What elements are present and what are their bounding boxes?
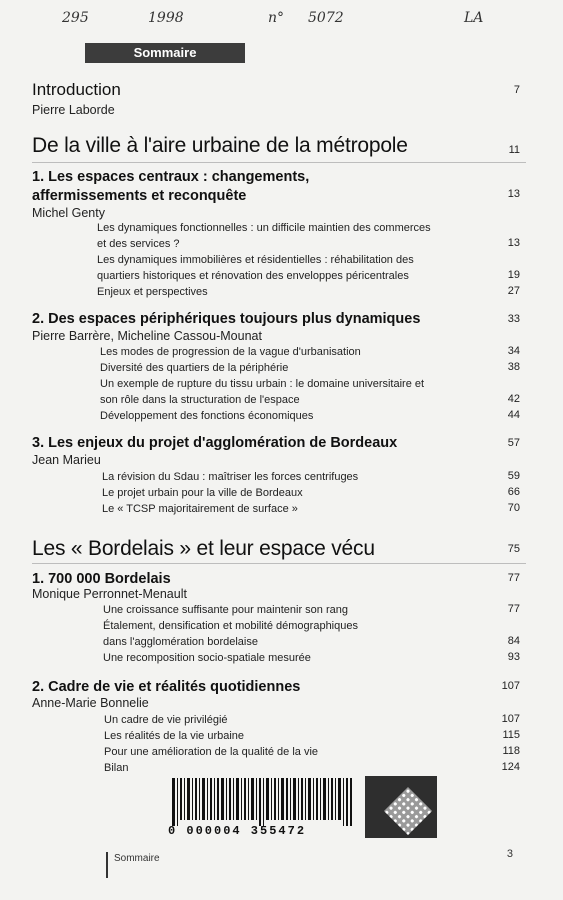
p2s2-author: Anne-Marie Bonnelie bbox=[32, 696, 149, 710]
toc-item-page: 124 bbox=[501, 761, 520, 773]
intro-title: Introduction bbox=[32, 80, 121, 99]
toc-item-page: 13 bbox=[507, 237, 520, 249]
toc-item: Les dynamiques immobilières et résidentielles : réhabilitation des bbox=[97, 254, 414, 266]
toc-item: Une croissance suffisante pour maintenir son rang bbox=[103, 604, 348, 616]
handwritten-note-5: LA bbox=[464, 10, 484, 26]
toc-item-page: 34 bbox=[507, 345, 520, 357]
divider bbox=[32, 563, 526, 564]
toc-item-cont: et des services ? bbox=[97, 238, 180, 250]
p1s2-author: Pierre Barrère, Micheline Cassou-Mounat bbox=[32, 329, 262, 343]
toc-item: Les dynamiques fonctionnelles : un difficile maintien des commerces bbox=[97, 222, 431, 234]
toc-item-cont: dans l'agglomération bordelaise bbox=[103, 636, 258, 648]
logo-pattern-icon bbox=[384, 787, 432, 835]
footer-bar bbox=[106, 852, 108, 878]
toc-item: Une recomposition socio-spatiale mesurée bbox=[103, 652, 311, 664]
toc-item-page: 77 bbox=[507, 603, 520, 615]
p1s1-author: Michel Genty bbox=[32, 206, 105, 220]
toc-item-page: 66 bbox=[507, 486, 520, 498]
toc-item: Diversité des quartiers de la périphérie bbox=[100, 362, 289, 374]
p1s3-author: Jean Marieu bbox=[32, 453, 101, 467]
p2s1-title: 1. 700 000 Bordelais bbox=[32, 571, 171, 587]
toc-item-cont: son rôle dans la structuration de l'espace bbox=[100, 394, 300, 406]
barcode-number: 0 000004 355472 bbox=[168, 824, 307, 838]
toc-item-page: 44 bbox=[507, 409, 520, 421]
sommaire-banner: Sommaire bbox=[85, 43, 245, 63]
toc-item: Le projet urbain pour la ville de Bordeaux bbox=[102, 487, 303, 499]
toc-item: Le « TCSP majoritairement de surface » bbox=[102, 503, 298, 515]
toc-item: Un exemple de rupture du tissu urbain : le domaine universitaire et bbox=[100, 378, 425, 390]
toc-item-page: 38 bbox=[507, 361, 520, 373]
p2s2-page: 107 bbox=[501, 680, 520, 692]
toc-item-page: 115 bbox=[502, 729, 520, 741]
part1-title: De la ville à l'aire urbaine de la métropole bbox=[32, 134, 408, 157]
toc-item-page: 107 bbox=[501, 713, 520, 725]
p1s2-page: 33 bbox=[507, 313, 520, 325]
p1s1-page: 13 bbox=[507, 188, 520, 200]
divider bbox=[32, 162, 526, 163]
part1-page: 11 bbox=[508, 144, 520, 156]
part2-page: 75 bbox=[507, 543, 520, 555]
toc-item: Pour une amélioration de la qualité de la vie bbox=[104, 746, 319, 758]
p1s3-page: 57 bbox=[507, 437, 520, 449]
toc-item: Développement des fonctions économiques bbox=[100, 410, 314, 422]
toc-item: Étalement, densification et mobilité démographiques bbox=[103, 620, 358, 632]
toc-item-page: 70 bbox=[507, 502, 520, 514]
p2s1-author: Monique Perronnet-Menault bbox=[32, 587, 187, 601]
p2s1-page: 77 bbox=[507, 572, 520, 584]
toc-item-page: 27 bbox=[507, 285, 520, 297]
handwritten-note-3: n° bbox=[268, 10, 285, 26]
toc-item: Les modes de progression de la vague d'urbanisation bbox=[100, 346, 361, 358]
part2-title: Les « Bordelais » et leur espace vécu bbox=[32, 537, 375, 560]
footer-label: Sommaire bbox=[114, 853, 160, 864]
intro-page: 7 bbox=[513, 84, 520, 96]
toc-item-page: 59 bbox=[507, 470, 520, 482]
toc-item-page: 42 bbox=[507, 393, 520, 405]
p2s2-title: 2. Cadre de vie et réalités quotidiennes bbox=[32, 679, 301, 695]
handwritten-note-2: 1998 bbox=[148, 10, 184, 26]
toc-item-page: 118 bbox=[502, 745, 520, 757]
toc-item: Les réalités de la vie urbaine bbox=[104, 730, 245, 742]
p1s1-title-line1: 1. Les espaces centraux : changements, bbox=[32, 169, 310, 185]
toc-item-page: 84 bbox=[507, 635, 520, 647]
toc-item: Enjeux et perspectives bbox=[97, 286, 208, 298]
p1s1-title-line2: affermissements et reconquête bbox=[32, 188, 247, 204]
publisher-logo bbox=[365, 776, 437, 838]
p1s3-title: 3. Les enjeux du projet d'agglomération de Bordeaux bbox=[32, 435, 398, 451]
toc-item-page: 19 bbox=[507, 269, 520, 281]
barcode bbox=[172, 778, 352, 826]
toc-item: Un cadre de vie privilégié bbox=[104, 714, 228, 726]
toc-item: La révision du Sdau : maîtriser les forces centrifuges bbox=[102, 471, 359, 483]
intro-author: Pierre Laborde bbox=[32, 103, 115, 117]
toc-item: Bilan bbox=[104, 762, 129, 774]
page-number: 3 bbox=[506, 848, 513, 860]
toc-item-page: 93 bbox=[507, 651, 520, 663]
p1s2-title: 2. Des espaces périphériques toujours plus dynamiques bbox=[32, 311, 421, 327]
handwritten-note-1: 295 bbox=[62, 10, 89, 26]
handwritten-note-4: 5072 bbox=[308, 10, 344, 26]
toc-item-cont: quartiers historiques et rénovation des enveloppes péricentrales bbox=[97, 270, 409, 282]
